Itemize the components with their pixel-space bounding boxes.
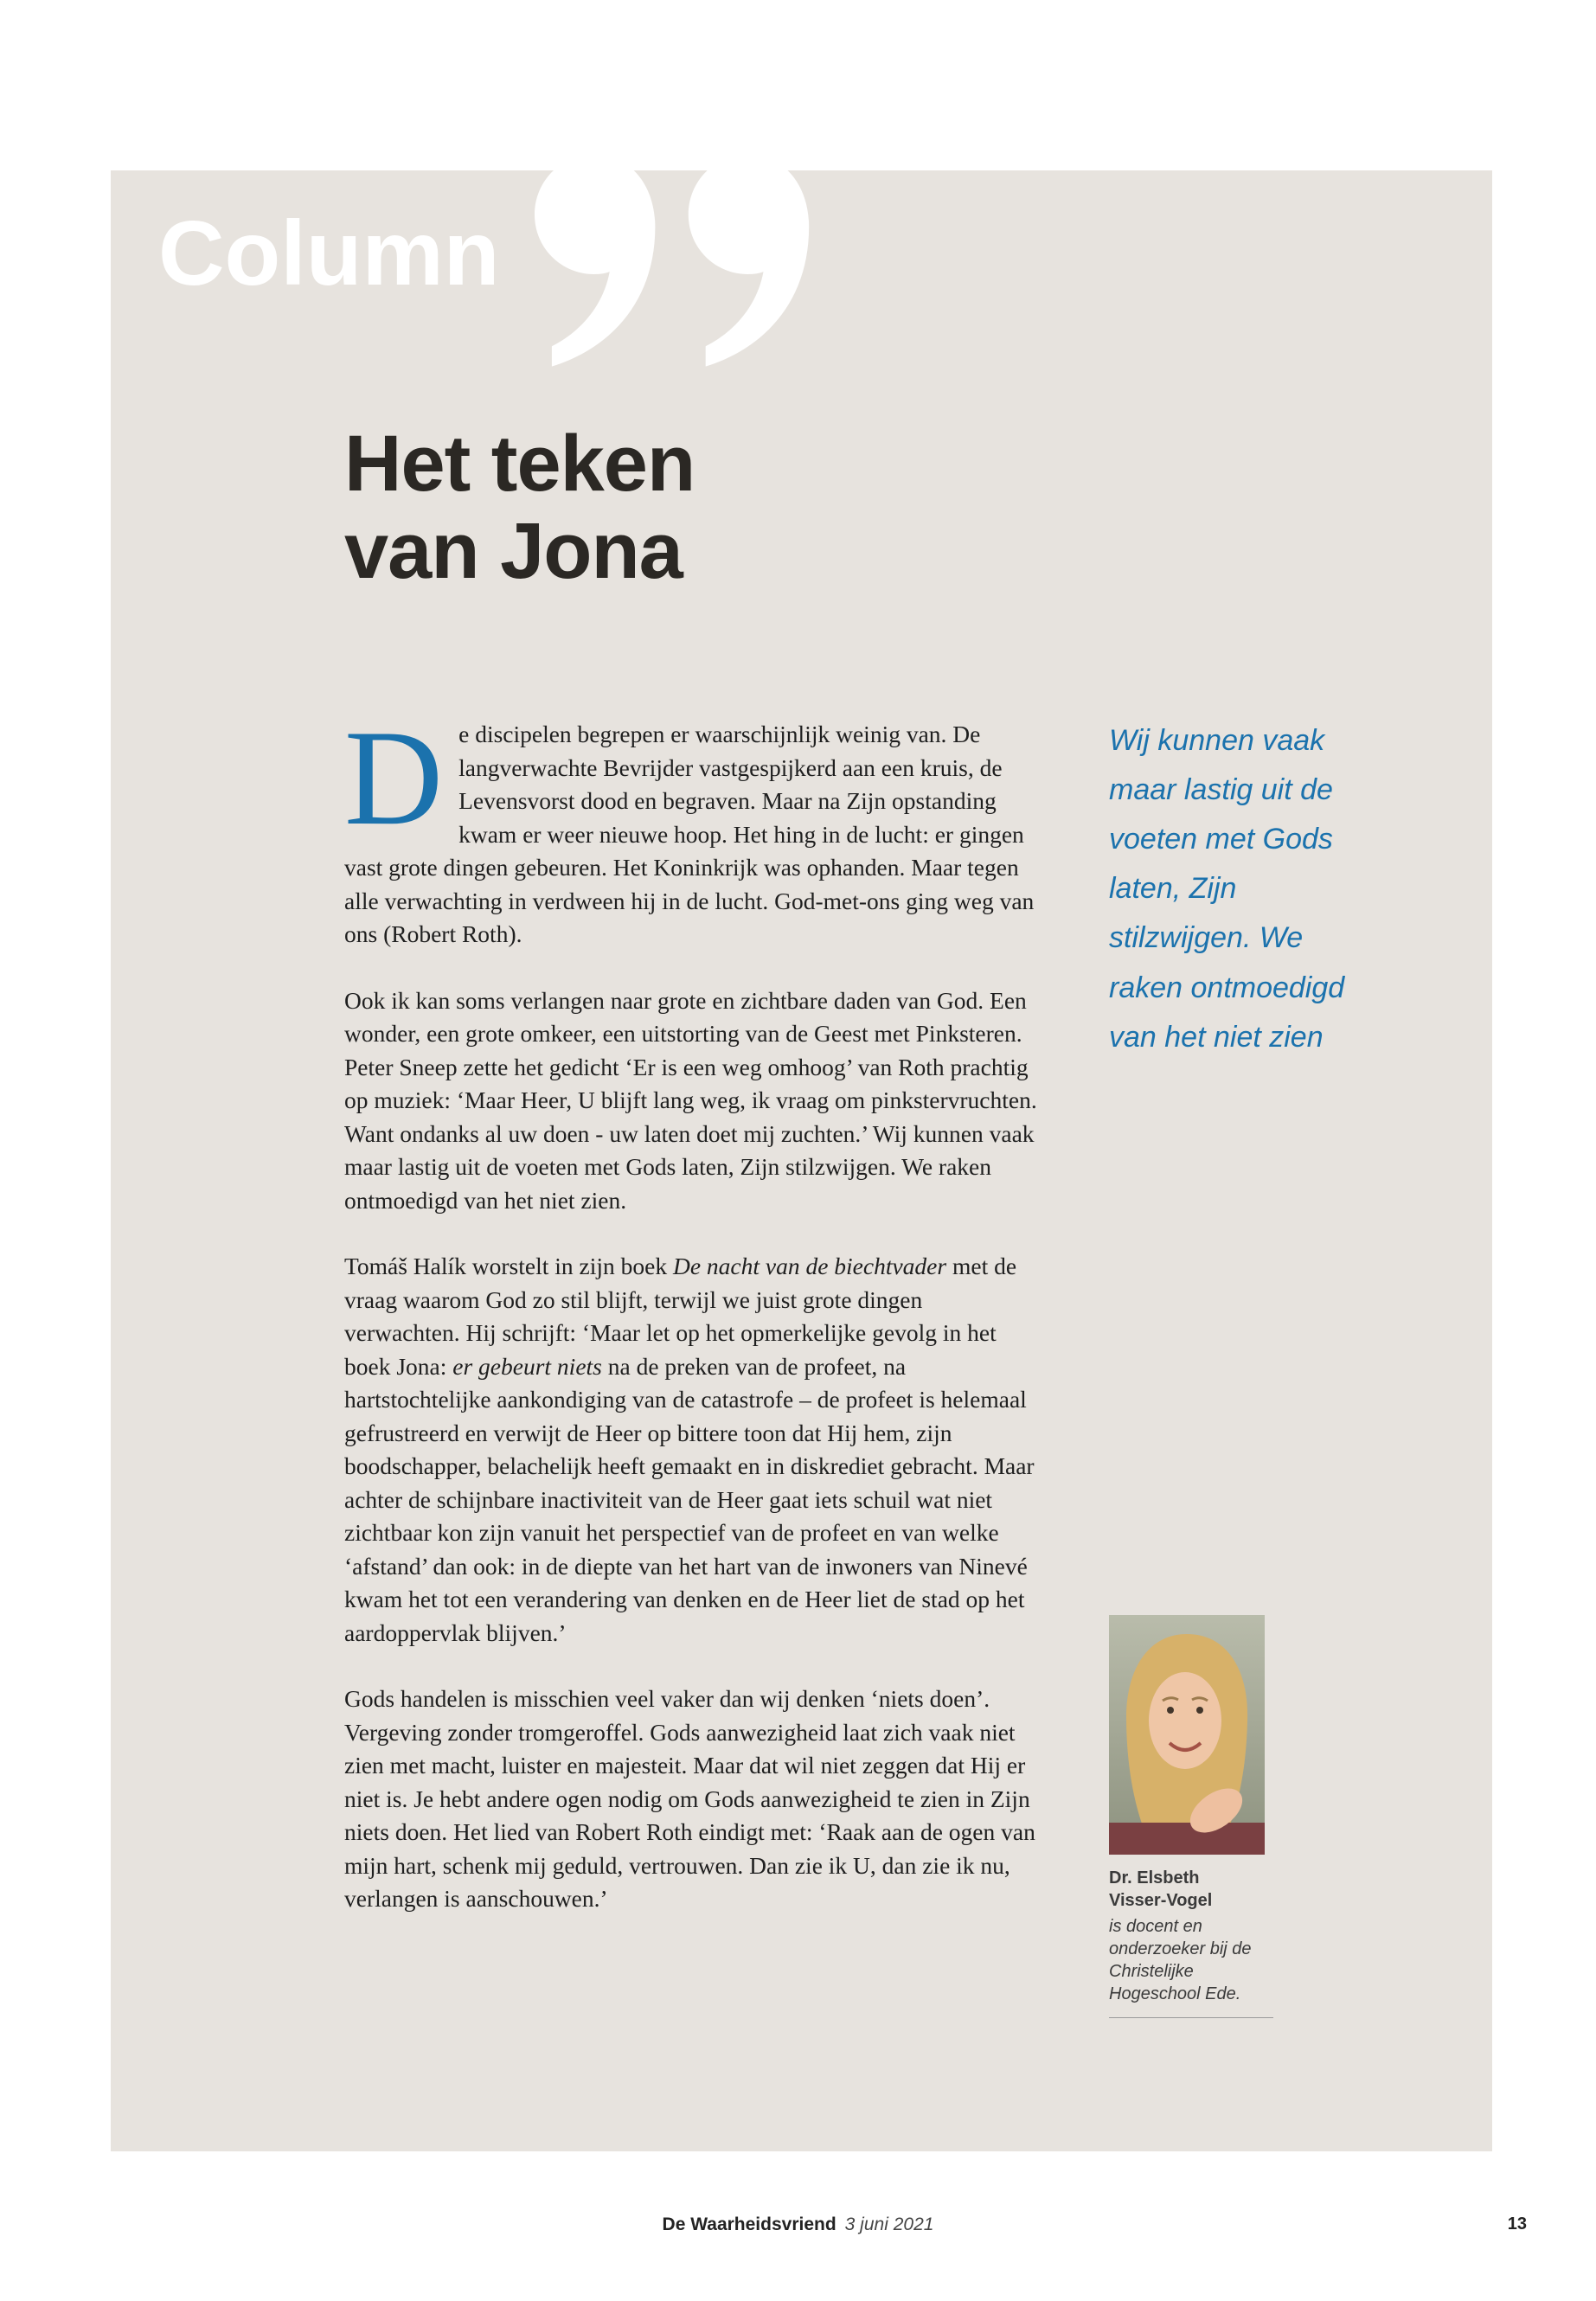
article-body [344,702,1041,1916]
body-text: Gods handelen is misschien veel vaker dan wij denken ‘niets doen’. Vergeving zonder tromgeroffel. Gods aanwezigheid laat zich vaak niet zien met macht, luister en majesteit. Maar dat wil niet zeggen dat Hij er niet is. Je hebt andere ogen nodig om Gods aanwezigheid te zien in Zijn niets doen. Het lied van Robert Roth eindigt met: ‘Raak aan de ogen van mijn hart, schenk mij geduld, vertrouwen. Dan zie ik U, dan zie ik nu, verlangen is aanschouwen.’ [344,1685,1035,1912]
sweater [1109,1823,1265,1855]
body-text: e discipelen begrepen er waarschijnlijk weinig van. De langverwachte Bevrijder vastgespijkerd aan een kruis, de Levensvorst dood en begraven. Maar na Zijn opstanding kwam er weer nieuwe hoop. Het hing in de lucht: er gingen vast grote dingen gebeuren. Het Koninkrijk was ophanden. Maar tegen alle verwachting in verdween hij in de lucht. God-met-ons ging weg van ons (Robert Roth). [344,721,1035,947]
italic-text: er gebeurt niets [452,1352,602,1380]
author-name: Dr. Elsbeth Visser-Vogel [1109,1868,1213,1910]
drop-cap: D [344,702,444,854]
italic-text: De nacht van de biechtvader [672,1253,947,1279]
section-label: Column [158,202,500,304]
face [1149,1672,1221,1769]
page-footer [0,2214,1596,2235]
author-caption [1109,1867,1273,2018]
pull-quote: Wij kunnen vaak maar lastig uit de voeten met Gods laten, Zijn stilzwijgen. We raken ontmoedigd van het niet zien [1109,724,1345,1054]
body-text: na de preken van de profeet, na hartstochtelijke aankondiging van de catastrofe – de profeet is helemaal gefrustreerd en verwijt de Heer op bittere toon dat Hij hem, zijn boodschapper, belachelijk heeft gemaakt en in diskrediet gebracht. Maar achter de schijnbare inactiviteit van de Heer gaat iets schuil wat niet zichtbaar kon zijn vanuit het perspectief van de profeet en van welke ‘afstand’ dan ook: in de diepte van het hart van de inwoners van Ninevé kwam het tot een verandering van denken en de Heer liet de stad op het aardoppervlak blijven.’ [344,1352,1035,1646]
page-title-line1: Het teken [344,420,695,508]
body-text: Ook ik kan soms verlangen naar grote en zichtbare daden van God. Een wonder, een grote omkeer, een uitstorting van de Geest met Pinksteren. Peter Sneep zette het gedicht ‘Er is een weg omhoog’ van Roth prachtig op muziek: ‘Maar Heer, U blijft lang weg, ik vraag om pinkstervruchten. Want ondanks al uw doen - uw laten doet mij zuchten.’ Wij kunnen vaak maar lastig uit de voeten met Gods laten, Zijn stilzwijgen. We raken ontmoedigd van het niet zien. [344,986,1037,1214]
page-title-line2: van Jona [344,507,683,596]
left-eye [1167,1707,1174,1714]
right-eye [1196,1707,1203,1714]
author-bio: is docent en onderzoeker bij de Christelijke Hogeschool Ede. [1109,1915,1273,2018]
paragraph [344,1250,1041,1650]
paragraph [344,984,1041,1218]
issue-date: 3 juni 2021 [844,2214,934,2234]
page-title [344,420,1123,595]
publication-name: De Waarheidsvriend [662,2214,836,2234]
author-photo [1109,1615,1265,1855]
page-number: 13 [1507,2214,1527,2234]
body-text: met de vraag waarom God zo stil blijft, terwijl we juist grote dingen verwachten. Hij schrijft: ‘Maar let op het opmerkelijke gevolg in het boek Jona: [344,1253,1017,1380]
paragraph [344,702,1041,952]
body-text: Tomáš Halík worstelt in zijn boek [344,1253,673,1279]
quotation-marks-icon [535,154,811,367]
paragraph [344,1682,1041,1916]
